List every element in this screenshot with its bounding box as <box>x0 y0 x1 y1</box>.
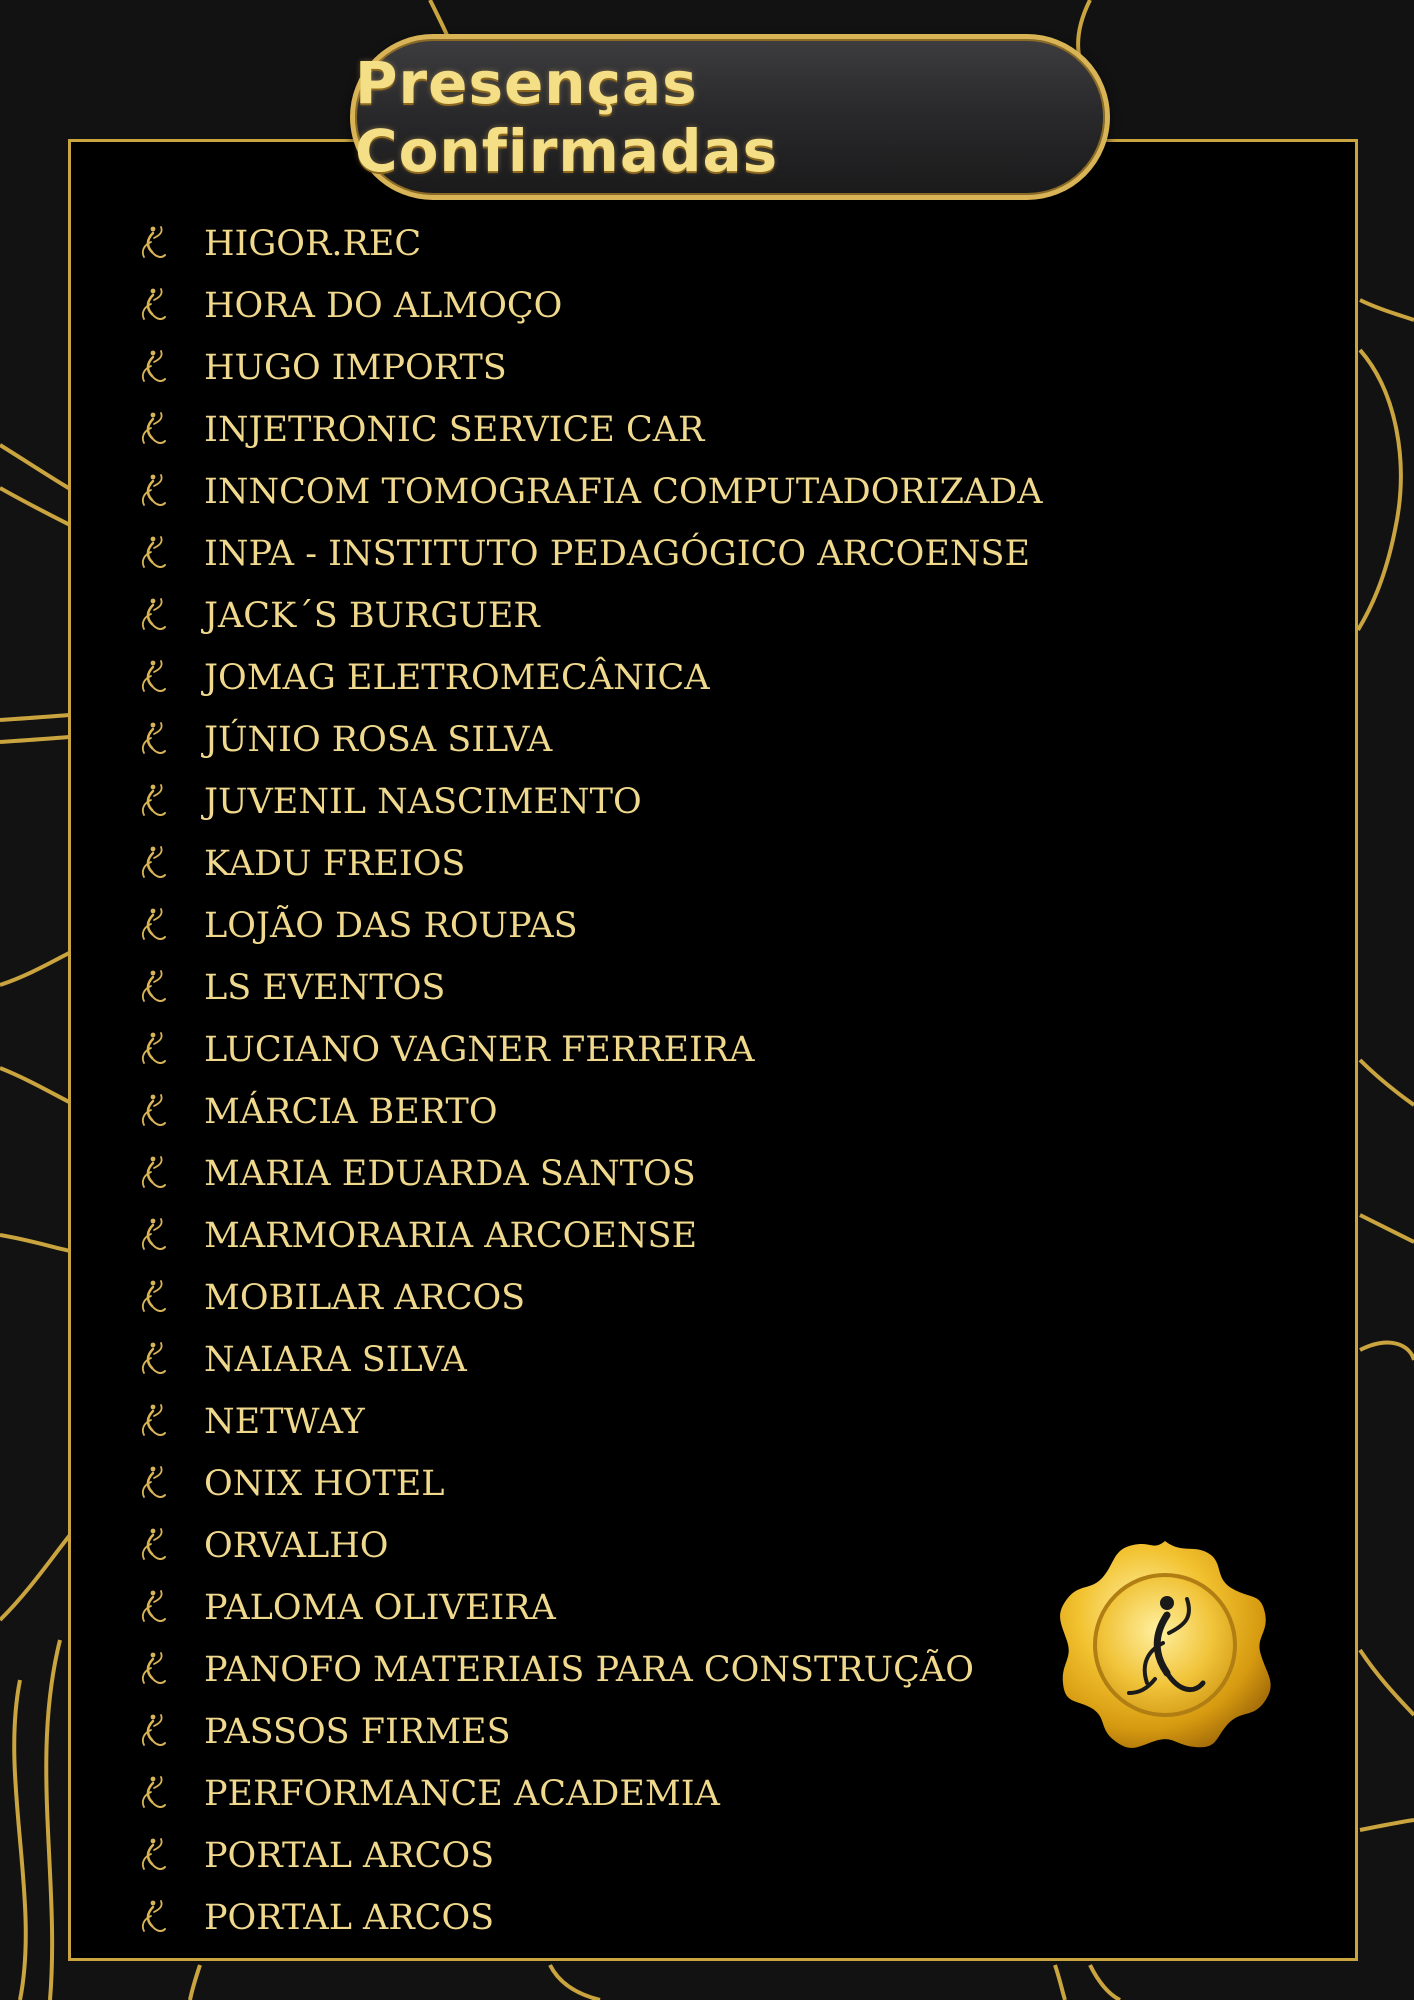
list-item <box>136 1639 1043 1701</box>
list-item <box>136 1825 1043 1887</box>
list-item <box>136 1081 1043 1143</box>
list-item <box>136 833 1043 895</box>
list-item-label: JUVENIL NASCIMENTO <box>204 782 642 822</box>
dancer-logo-icon <box>136 224 168 264</box>
dancer-logo-icon <box>136 1836 168 1876</box>
list-item-label: PANOFO MATERIAIS PARA CONSTRUÇÃO <box>204 1650 974 1690</box>
dancer-logo-icon <box>136 1774 168 1814</box>
list-item <box>136 399 1043 461</box>
list-item <box>136 461 1043 523</box>
list-item-label: LOJÃO DAS ROUPAS <box>204 906 578 946</box>
list-item-label: LS EVENTOS <box>204 968 446 1008</box>
dancer-logo-icon <box>136 658 168 698</box>
gold-seal-icon <box>1055 1533 1275 1753</box>
list-item <box>136 1019 1043 1081</box>
list-item <box>136 585 1043 647</box>
dancer-logo-icon <box>136 782 168 822</box>
list-item-label: JOMAG ELETROMECÂNICA <box>204 658 710 698</box>
list-item-label: JACK´S BURGUER <box>204 596 540 636</box>
list-item <box>136 1391 1043 1453</box>
list-item <box>136 1143 1043 1205</box>
dancer-logo-icon <box>136 906 168 946</box>
dancer-logo-icon <box>136 1402 168 1442</box>
list-item-label: INPA - INSTITUTO PEDAGÓGICO ARCOENSE <box>204 534 1031 574</box>
list-item-label: INJETRONIC SERVICE CAR <box>204 410 705 450</box>
list-item <box>136 1763 1043 1825</box>
dancer-logo-icon <box>136 286 168 326</box>
list-item <box>136 1267 1043 1329</box>
dancer-logo-icon <box>136 1588 168 1628</box>
dancer-logo-icon <box>136 1030 168 1070</box>
list-item <box>136 1887 1043 1949</box>
list-item-label: MÁRCIA BERTO <box>204 1092 498 1132</box>
list-item <box>136 213 1043 275</box>
list-item-label: HIGOR.REC <box>204 224 422 264</box>
list-item-label: PASSOS FIRMES <box>204 1712 511 1752</box>
dancer-logo-icon <box>136 534 168 574</box>
list-item <box>136 1205 1043 1267</box>
page-title: Presenças Confirmadas <box>355 49 779 185</box>
list-item-label: KADU FREIOS <box>204 844 466 884</box>
dancer-logo-icon <box>136 1092 168 1132</box>
list-item <box>136 771 1043 833</box>
list-item-label: PERFORMANCE ACADEMIA <box>204 1774 720 1814</box>
list-item <box>136 337 1043 399</box>
list-item-label: NAIARA SILVA <box>204 1340 467 1380</box>
list-item-label: INNCOM TOMOGRAFIA COMPUTADORIZADA <box>204 472 1043 512</box>
dancer-logo-icon <box>136 844 168 884</box>
dancer-logo-icon <box>136 1898 168 1938</box>
dancer-logo-icon <box>136 1650 168 1690</box>
list-item <box>136 1453 1043 1515</box>
list-item <box>136 1701 1043 1763</box>
dancer-logo-icon <box>136 968 168 1008</box>
list-item <box>136 1577 1043 1639</box>
list-item-label: LUCIANO VAGNER FERREIRA <box>204 1030 755 1070</box>
dancer-logo-icon <box>136 472 168 512</box>
list-item-label: HUGO IMPORTS <box>204 348 507 388</box>
dancer-logo-icon <box>136 348 168 388</box>
dancer-logo-icon <box>136 720 168 760</box>
list-item <box>136 957 1043 1019</box>
dancer-logo-icon <box>136 1464 168 1504</box>
list-item-label: ONIX HOTEL <box>204 1464 445 1504</box>
list-item-label: PORTAL ARCOS <box>204 1836 495 1876</box>
list-item-label: MARMORARIA ARCOENSE <box>204 1216 698 1256</box>
dancer-logo-icon <box>136 410 168 450</box>
list-item <box>136 709 1043 771</box>
dancer-logo-icon <box>136 1278 168 1318</box>
list-item-label: PORTAL ARCOS <box>204 1898 495 1938</box>
dancer-logo-icon <box>136 1712 168 1752</box>
list-item-label: PALOMA OLIVEIRA <box>204 1588 556 1628</box>
dancer-logo-icon <box>136 1154 168 1194</box>
list-item <box>136 1515 1043 1577</box>
list-item-label: JÚNIO ROSA SILVA <box>204 720 553 760</box>
list-item <box>136 1329 1043 1391</box>
list-item <box>136 275 1043 337</box>
dancer-logo-icon <box>136 1340 168 1380</box>
list-item <box>136 523 1043 585</box>
list-item-label: MARIA EDUARDA SANTOS <box>204 1154 696 1194</box>
dancer-logo-icon <box>136 1526 168 1566</box>
list-item-label: NETWAY <box>204 1402 365 1442</box>
list-item-label: HORA DO ALMOÇO <box>204 286 563 326</box>
list-item-label: MOBILAR ARCOS <box>204 1278 526 1318</box>
dancer-logo-icon <box>136 1216 168 1256</box>
list-item <box>136 647 1043 709</box>
list-item <box>136 895 1043 957</box>
confirmed-list <box>136 213 1043 1949</box>
title-banner <box>350 34 1110 200</box>
dancer-logo-icon <box>136 596 168 636</box>
list-item-label: ORVALHO <box>204 1526 389 1566</box>
